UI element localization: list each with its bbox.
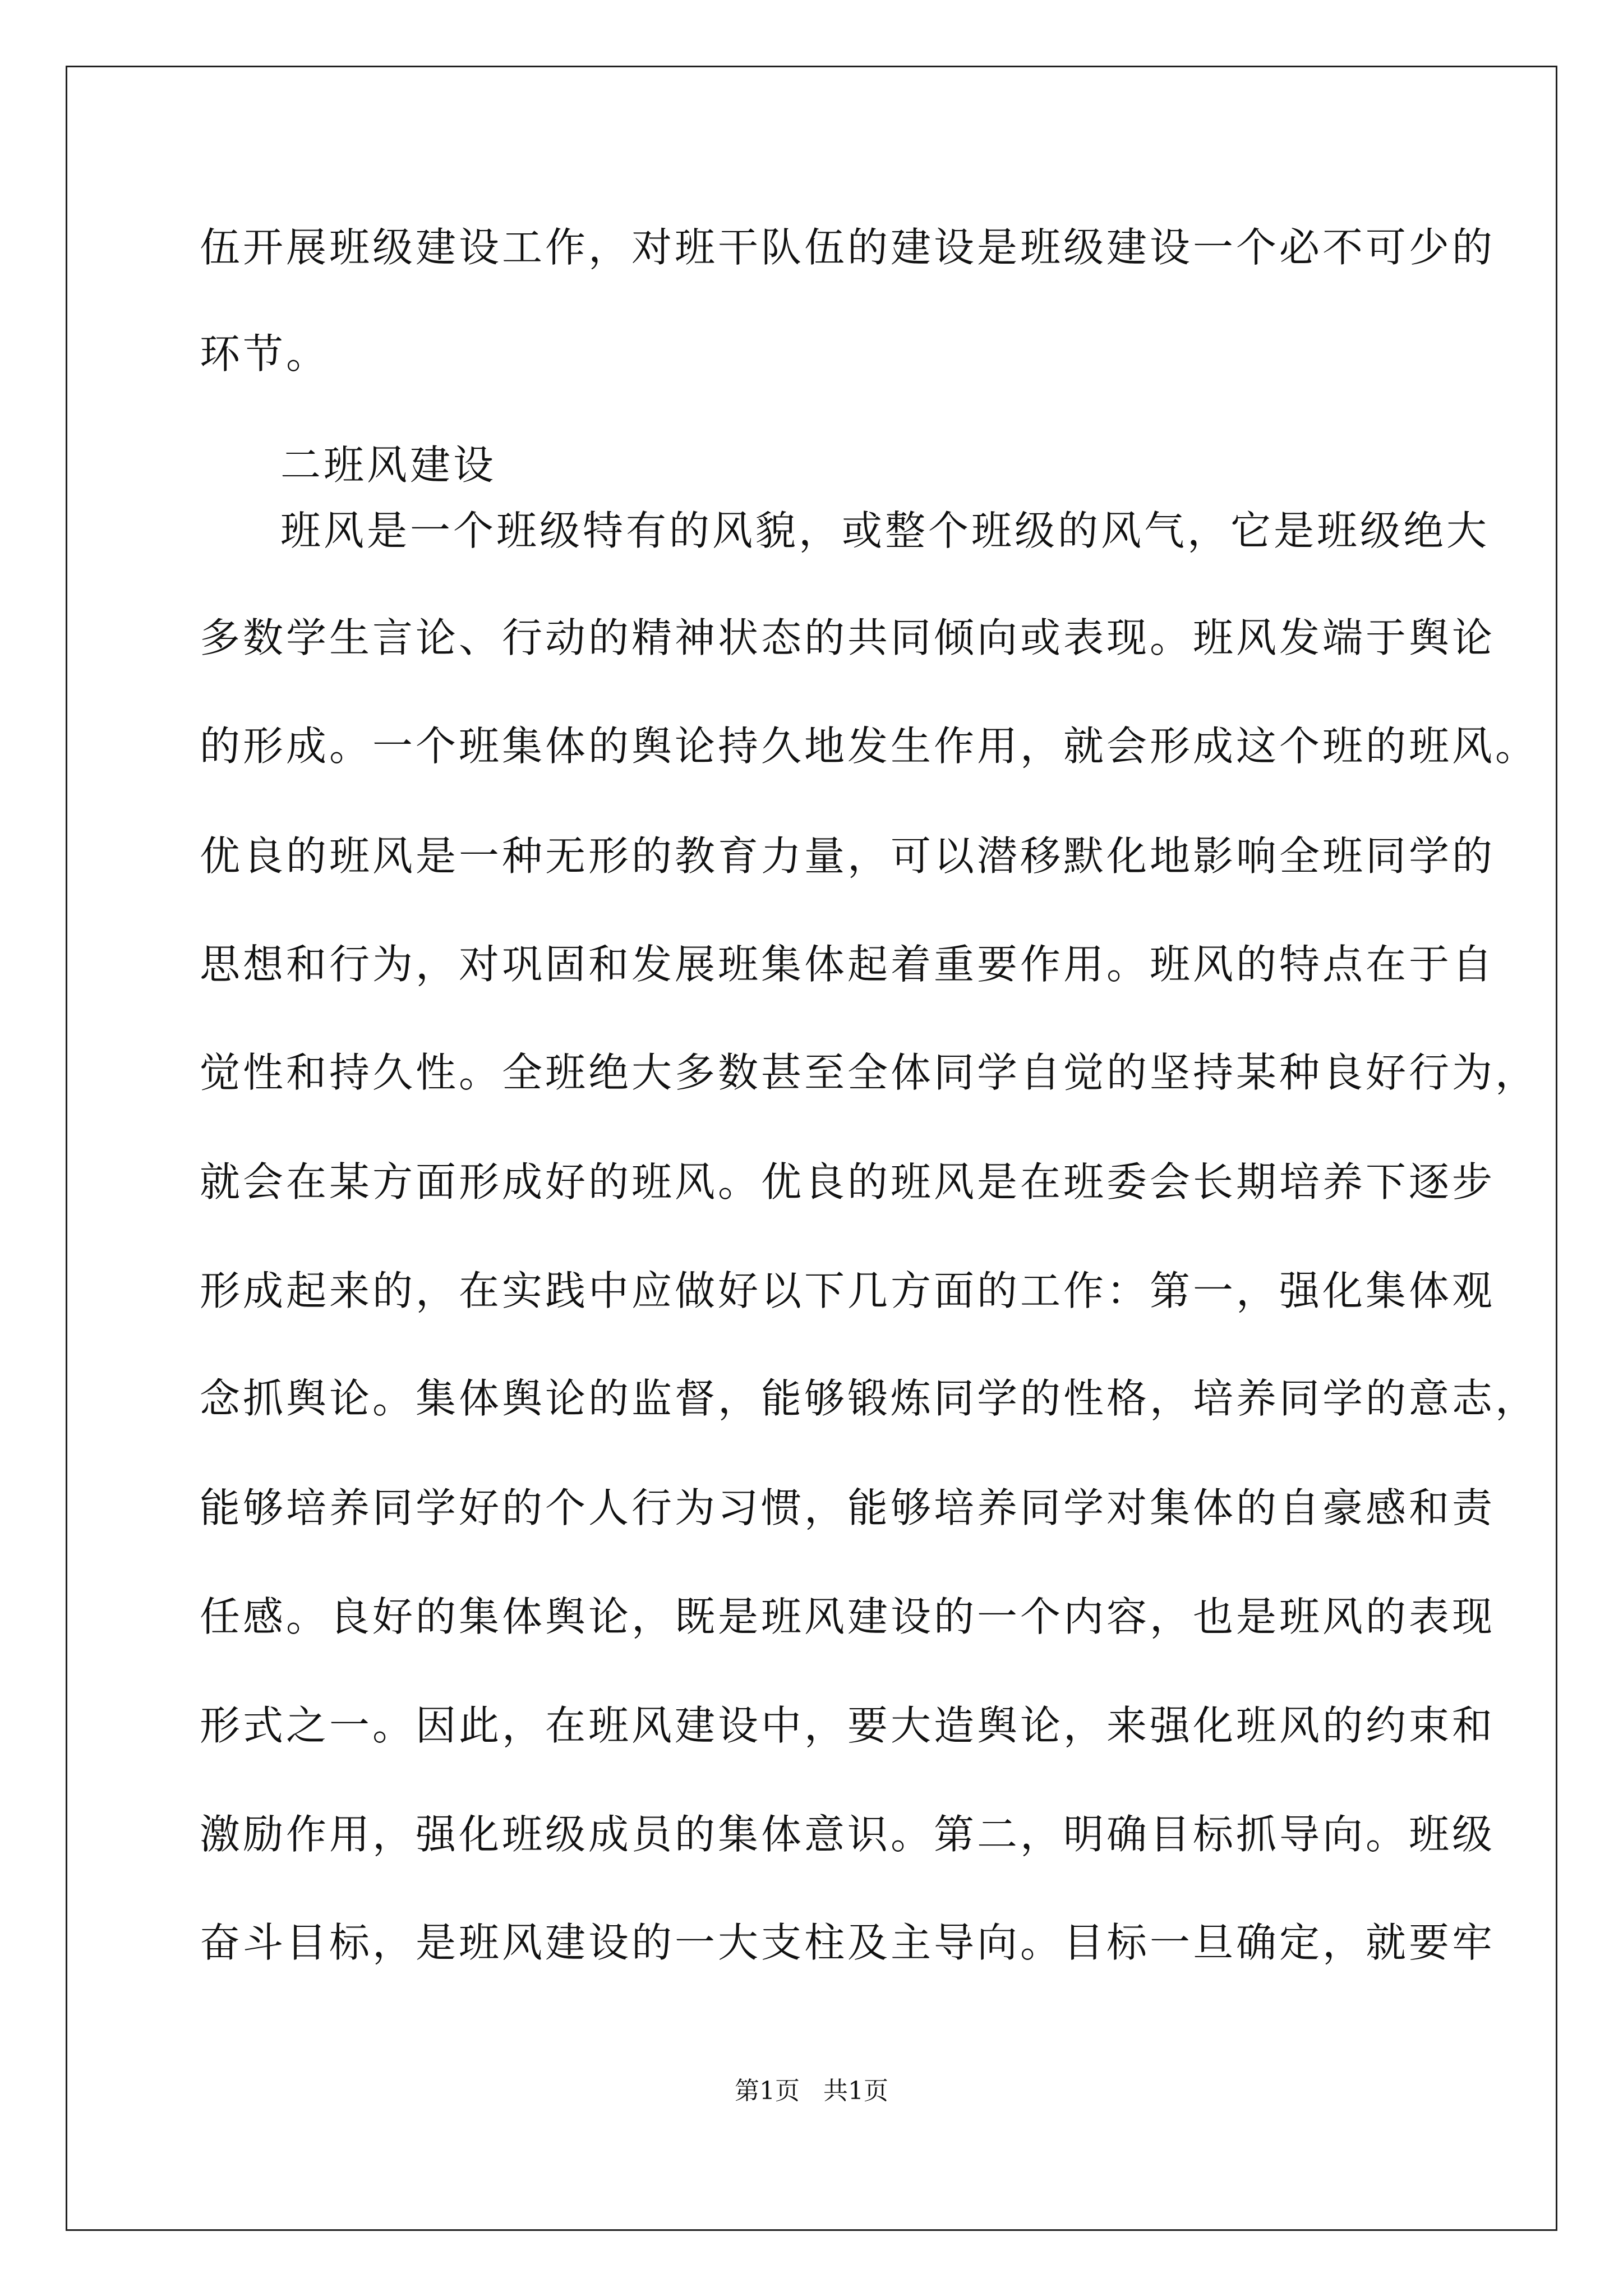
page-border xyxy=(66,66,1557,2231)
text-line: 就会在某方面形成好的班风。优良的班风是在班委会长期培养下逐步 xyxy=(200,1158,1496,1205)
text-line: 奋斗目标，是班风建设的一大支柱及主导向。目标一旦确定，就要牢 xyxy=(200,1919,1496,1966)
text-line: 思想和行为，对巩固和发展班集体起着重要作用。班风的特点在于自 xyxy=(200,941,1496,988)
text-line: 优良的班风是一种无形的教育力量，可以潜移默化地影响全班同学的 xyxy=(200,832,1496,880)
text-line: 的形成。一个班集体的舆论持久地发生作用，就会形成这个班的班风。 xyxy=(200,723,1539,770)
section-heading: 二班风建设 xyxy=(280,441,497,489)
text-line: 形成起来的，在实践中应做好以下几方面的工作：第一，强化集体观 xyxy=(200,1267,1496,1314)
text-line: 伍开展班级建设工作，对班干队伍的建设是班级建设一个必不可少的 xyxy=(200,224,1496,271)
text-line: 念抓舆论。集体舆论的监督，能够锻炼同学的性格，培养同学的意志， xyxy=(200,1375,1539,1422)
text-line: 环节。 xyxy=(200,330,330,378)
text-line: 形式之一。因此，在班风建设中，要大造舆论，来强化班风的约束和 xyxy=(200,1702,1496,1749)
text-line: 能够培养同学好的个人行为习惯，能够培养同学对集体的自豪感和责 xyxy=(200,1484,1496,1531)
text-line: 多数学生言论、行动的精神状态的共同倾向或表现。班风发端于舆论 xyxy=(200,614,1496,661)
text-line: 班风是一个班级特有的风貌，或整个班级的风气，它是班级绝大 xyxy=(280,507,1490,554)
page-number: 第1页 共1页 xyxy=(735,2077,888,2105)
text-line: 激励作用，强化班级成员的集体意识。第二，明确目标抓导向。班级 xyxy=(200,1811,1496,1858)
text-line: 觉性和持久性。全班绝大多数甚至全体同学自觉的坚持某种良好行为， xyxy=(200,1049,1539,1096)
text-line: 任感。良好的集体舆论，既是班风建设的一个内容，也是班风的表现 xyxy=(200,1593,1496,1640)
